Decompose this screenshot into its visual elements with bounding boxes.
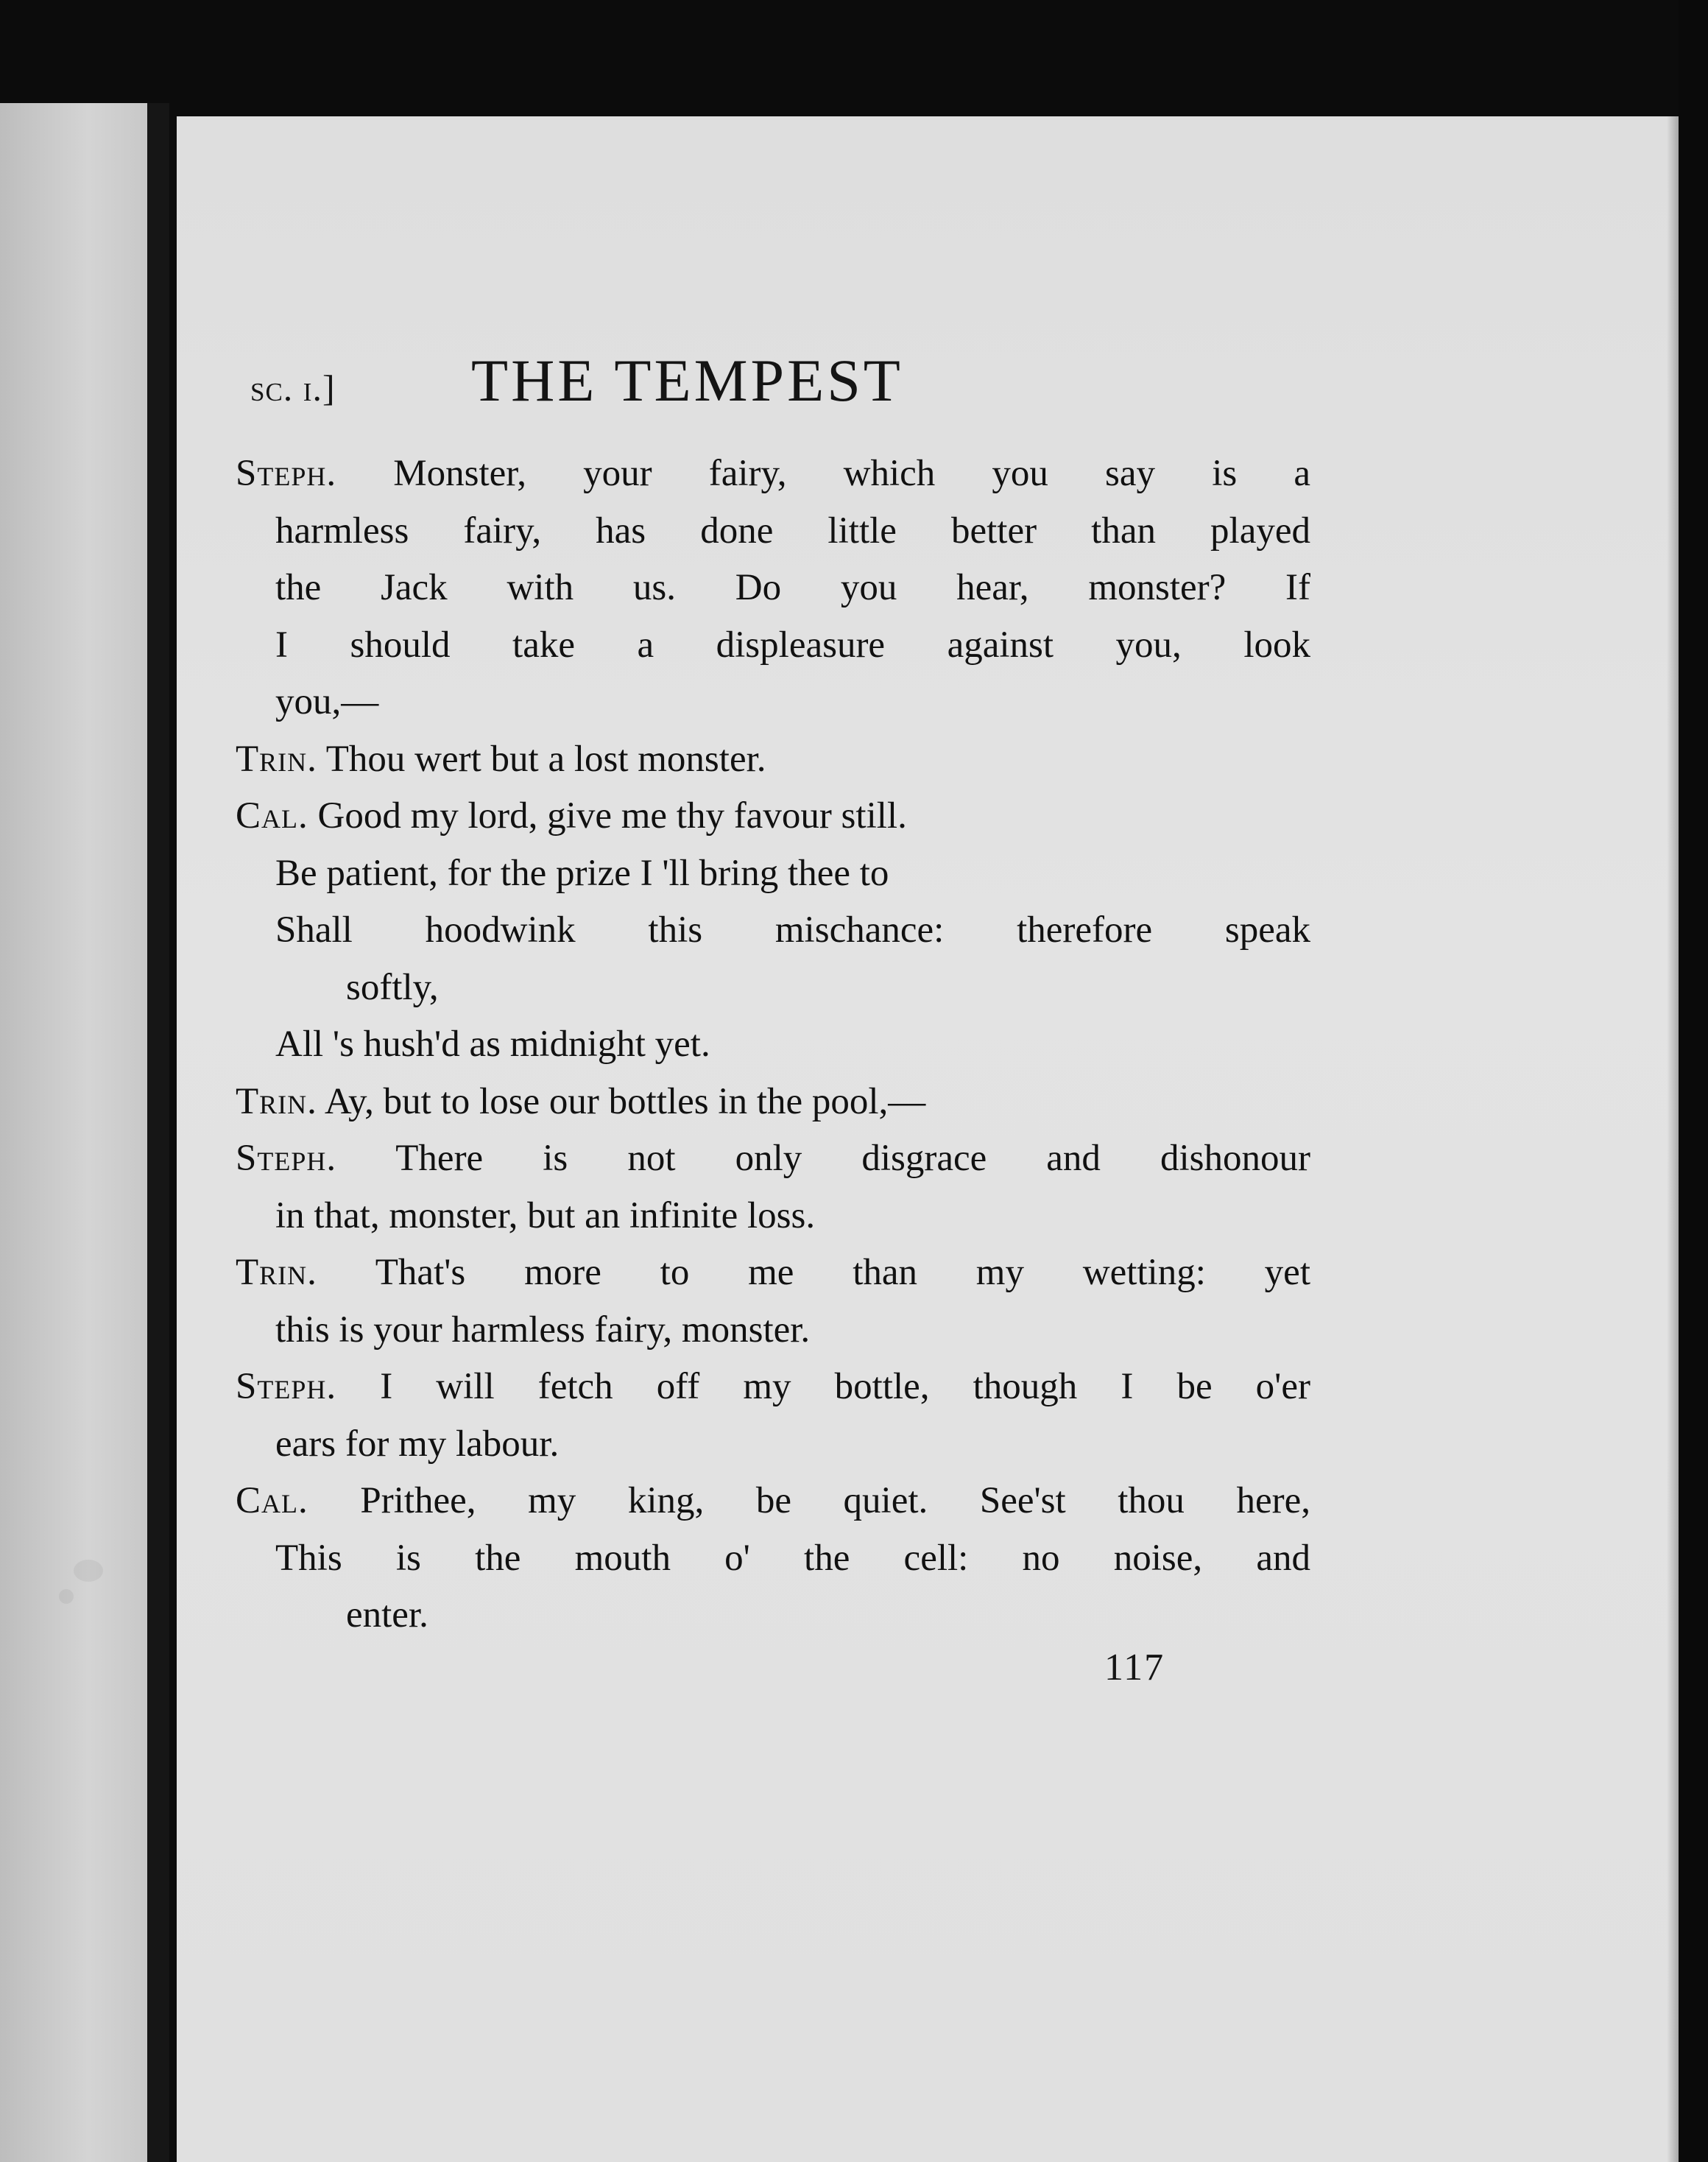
speaker-name: Trin. <box>236 1252 317 1293</box>
previous-page-edge <box>0 103 147 2162</box>
speech-first-line <box>236 446 1310 503</box>
speech-first-line <box>236 1130 1310 1188</box>
speech-block <box>236 731 1310 789</box>
speech-line: Be patient, for the prize I 'll bring thee to <box>275 852 889 894</box>
film-border-right <box>1679 0 1708 2162</box>
speech-first-line <box>236 1244 1310 1302</box>
page-smudge <box>74 1560 103 1582</box>
speech-block <box>236 1359 1310 1473</box>
speech-block <box>236 1074 1310 1131</box>
speech-block <box>236 446 1310 731</box>
page-smudge <box>59 1589 74 1604</box>
speech-line: you,— <box>275 681 379 722</box>
speaker-name: Steph. <box>236 453 337 494</box>
speech-first-line <box>236 1074 1310 1131</box>
speaker-name: Cal. <box>236 795 308 837</box>
speaker-name: Steph. <box>236 1366 337 1407</box>
speech-line: Prithee, my king, be quiet. See'st thou here, <box>360 1480 1310 1521</box>
speech-line: Shall hoodwink this mischance: therefore speak <box>275 909 1310 951</box>
page-title: THE TEMPEST <box>471 347 903 414</box>
speech-block <box>236 788 1310 1074</box>
speech-block <box>236 1130 1310 1244</box>
speech-first-line <box>236 1473 1310 1530</box>
speech-line: I should take a displeasure against you, look <box>275 624 1310 666</box>
speaker-name: Trin. <box>236 738 317 780</box>
speech-first-line <box>236 731 1310 789</box>
speech-line: This is the mouth o' the cell: no noise, and <box>275 1537 1310 1579</box>
speech-line: Good my lord, give me thy favour still. <box>317 795 907 837</box>
speech-line: All 's hush'd as midnight yet. <box>275 1024 710 1065</box>
speech-first-line <box>236 788 1310 845</box>
running-header <box>250 346 1355 427</box>
speech-line: I will fetch off my bottle, though I be o'er <box>380 1366 1310 1407</box>
speech-line: That's more to me than my wetting: yet <box>375 1252 1310 1293</box>
speech-line: harmless fairy, has done little better than played <box>275 510 1310 552</box>
speech-line: this is your harmless fairy, monster. <box>275 1309 811 1351</box>
speaker-name: Trin. <box>236 1080 317 1122</box>
speaker-name: Steph. <box>236 1138 337 1179</box>
speech-line: enter. <box>346 1594 428 1635</box>
speech-block <box>236 1473 1310 1644</box>
speech-line: in that, monster, but an infinite loss. <box>275 1194 816 1236</box>
film-border-left <box>147 103 169 2162</box>
speech-line: the Jack with us. Do you hear, monster? If <box>275 567 1310 608</box>
speech-line: There is not only disgrace and dishonour <box>395 1138 1310 1179</box>
speaker-name: Cal. <box>236 1480 308 1521</box>
speech-line: Monster, your fairy, which you say is a <box>393 453 1310 494</box>
speech-line: Ay, but to lose our bottles in the pool,— <box>324 1080 926 1122</box>
speech-line: softly, <box>346 966 439 1008</box>
play-text <box>236 446 1310 1644</box>
speech-first-line <box>236 1359 1310 1416</box>
page-edge-shadow <box>1667 116 1679 2162</box>
speech-block <box>236 1244 1310 1359</box>
speech-line: Thou wert but a lost monster. <box>325 738 766 780</box>
page-number: 117 <box>1104 1647 1165 1689</box>
speech-line: ears for my labour. <box>275 1423 560 1465</box>
scene-marker: sc. i.] <box>250 367 336 409</box>
